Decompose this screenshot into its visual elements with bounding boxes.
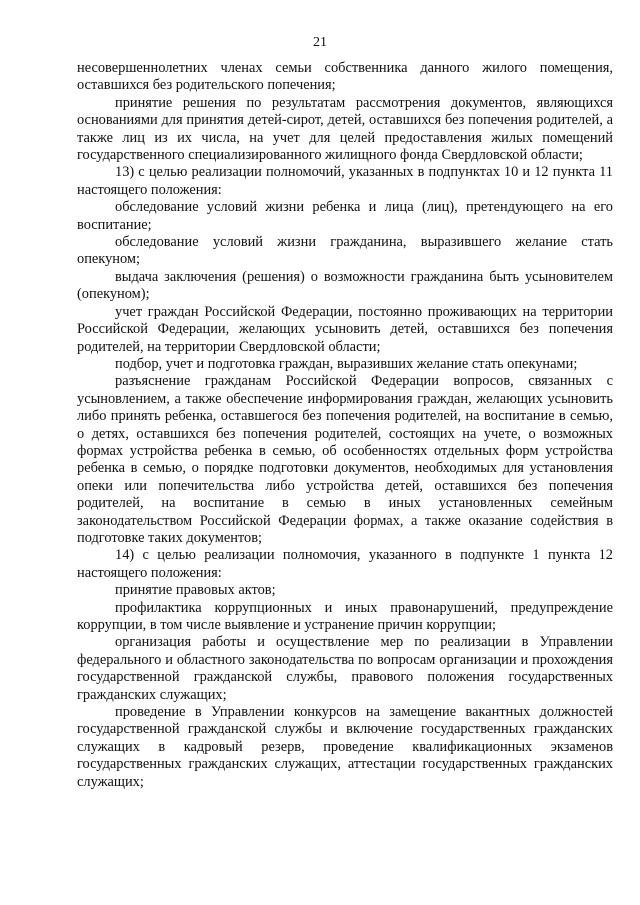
paragraph: организация работы и осуществление мер по реализации в Управлении федерального и областного законодательства по вопросам организации и прохождения государственной гражданской службы, правового положения государственных гражданских служащих;	[77, 634, 613, 703]
page-number: 21	[313, 35, 327, 50]
document-body	[77, 60, 613, 791]
paragraph: обследование условий жизни гражданина, выразившего желание стать опекуном;	[77, 234, 613, 268]
paragraph: разъяснение гражданам Российской Федерации вопросов, связанных с усыновлением, а также обеспечение информирования граждан, желающих усыновить либо принять ребенка, оставшегося без попечения родителей, на воспитание в семью, о детях, оставшихся без попечения родителей, состоящих на учете, о возможных формах устройства ребенка в семью, об особенностях отдельных форм устройства ребенка в семью, о порядке подготовки документов, необходимых для установления опеки или попечительства либо устройства детей, оставшихся без попечения родителей, на воспитание в семью в иных установленных семейным законодательством Российской Федерации формах, а также оказание содействия в подготовке таких документов;	[77, 373, 613, 546]
paragraph: обследование условий жизни ребенка и лица (лиц), претендующего на его воспитание;	[77, 199, 613, 233]
paragraph: 13) с целью реализации полномочий, указанных в подпунктах 10 и 12 пункта 11 настоящего положения:	[77, 164, 613, 198]
paragraph: проведение в Управлении конкурсов на замещение вакантных должностей государственной гражданской службы и включение государственных гражданских служащих в кадровый резерв, проведение квалификационных экзаменов государственных гражданских служащих, аттестации государственных гражданских служащих;	[77, 704, 613, 790]
paragraph: выдача заключения (решения) о возможности гражданина быть усыновителем (опекуном);	[77, 268, 613, 303]
paragraph: учет граждан Российской Федерации, постоянно проживающих на территории Российской Федерации, желающих усыновить детей, оставшихся без попечения родителей, на территории Свердловской области;	[77, 303, 613, 355]
paragraph: подбор, учет и подготовка граждан, выразивших желание стать опекунами;	[115, 355, 578, 372]
paragraph: 14) с целью реализации полномочия, указанного в подпункте 1 пункта 12 настоящего положения:	[77, 547, 613, 581]
paragraph: профилактика коррупционных и иных правонарушений, предупреждение коррупции, в том числе выявление и устранение причин коррупции;	[77, 599, 613, 633]
paragraph: принятие правовых актов;	[115, 582, 276, 599]
paragraph: несовершеннолетних членах семьи собственника данного жилого помещения, оставшихся без родительского попечения;	[77, 60, 613, 94]
paragraph: принятие решения по результатам рассмотрения документов, являющихся основаниями для принятия детей-сирот, детей, оставшихся без попечения родителей, а также лиц из их числа, на учет для целей предоставления жилых помещений государственного специализированного жилищного фонда Свердловской области;	[77, 94, 613, 164]
